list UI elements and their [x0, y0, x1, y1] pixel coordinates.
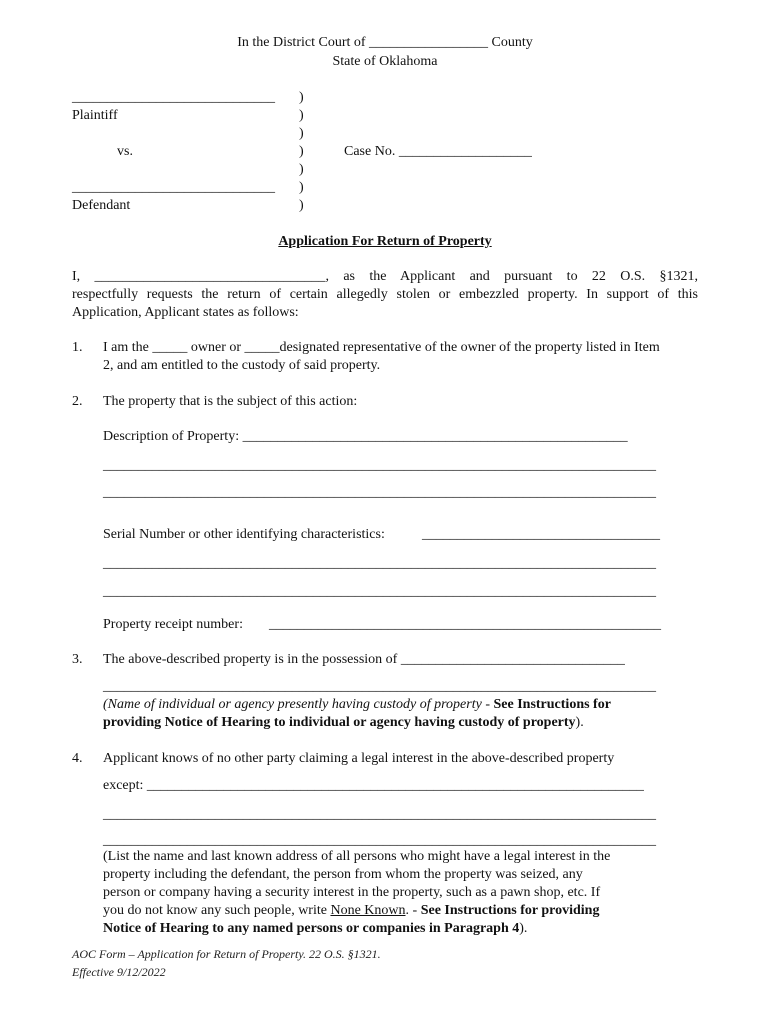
custodian-note-instructions: providing Notice of Hearing to individual or agency having custody of property	[103, 715, 576, 730]
custodian-note-dash: -	[481, 697, 494, 712]
case-number-field[interactable]: Case No. ___________________	[344, 144, 532, 159]
item-number: 3.	[72, 652, 83, 667]
item1-text[interactable]: I am the _____ owner or _____designated representative of the owner of the property listed in Item	[103, 340, 660, 355]
caption-paren: )	[299, 180, 304, 195]
custodian-note-end: ).	[575, 715, 584, 730]
state-heading: State of Oklahoma	[332, 54, 438, 69]
interest-note	[103, 902, 599, 920]
custodian-note-italic: (Name of individual or agency presently having custody of property	[103, 697, 482, 712]
custodian-blank[interactable]: _______________________________________________________________________________	[103, 679, 656, 694]
caption-paren: )	[299, 108, 304, 123]
property-description-blank[interactable]: _______________________________________________________________________________	[103, 485, 656, 500]
interest-note: (List the name and last known address of all persons who might have a legal interest in the	[103, 849, 611, 864]
property-description-field[interactable]: Description of Property: _______________________________________________________	[103, 429, 628, 444]
interest-note	[103, 920, 527, 938]
item4-text: Applicant knows of no other party claiming a legal interest in the above-described property	[103, 751, 615, 766]
item2-text: The property that is the subject of this action:	[103, 394, 358, 409]
interest-note-instructions: See Instructions for providing	[420, 903, 600, 918]
exception-field[interactable]: except: _______________________________________________________________________	[103, 778, 644, 793]
serial-number-label: Serial Number or other identifying characteristics:	[103, 527, 385, 542]
caption-paren: )	[299, 90, 304, 105]
plaintiff-blank[interactable]: _____________________________	[72, 90, 275, 105]
possession-field[interactable]: The above-described property is in the possession of ________________________________	[103, 652, 625, 667]
item1-text: 2, and am entitled to the custody of said property.	[103, 358, 381, 373]
receipt-number-field[interactable]: ________________________________________________________	[269, 617, 661, 632]
caption-paren: )	[299, 198, 304, 213]
defendant-blank[interactable]: _____________________________	[72, 180, 275, 195]
interest-note-text: you do not know any such people, write	[103, 903, 331, 918]
document-title: Application For Return of Property	[278, 234, 492, 249]
item-number: 1.	[72, 340, 83, 355]
none-known-text: None Known	[330, 903, 406, 918]
interest-note: person or company having a security interest in the property, such as a pawn shop, etc. If	[103, 885, 601, 900]
defendant-label: Defendant	[72, 198, 131, 213]
form-footer: AOC Form – Application for Return of Property. 22 O.S. §1321.	[72, 947, 381, 961]
court-heading: In the District Court of _________________ County	[237, 35, 533, 50]
versus-label: vs.	[117, 144, 133, 159]
plaintiff-label: Plaintiff	[72, 108, 118, 123]
custodian-note-instructions: See Instructions for	[493, 697, 611, 712]
interest-note: property including the defendant, the person from whom the property was seized, any	[103, 867, 583, 882]
interest-note-instructions: Notice of Hearing to any named persons or companies in Paragraph 4	[103, 921, 520, 936]
intro-line: Application, Applicant states as follows:	[72, 305, 299, 320]
exception-blank[interactable]: _______________________________________________________________________________	[103, 807, 656, 822]
property-description-blank[interactable]: _______________________________________________________________________________	[103, 458, 656, 473]
interest-note-text: . -	[405, 903, 421, 918]
custodian-note	[103, 696, 611, 714]
receipt-number-label: Property receipt number:	[103, 617, 243, 632]
serial-number-blank[interactable]: _______________________________________________________________________________	[103, 556, 656, 571]
item-number: 2.	[72, 394, 83, 409]
custodian-note	[103, 714, 584, 732]
caption-paren: )	[299, 162, 304, 177]
intro-line: respectfully requests the return of certain allegedly stolen or embezzled property. In support of this	[72, 287, 698, 302]
intro-line-applicant[interactable]: I, _________________________________, as the Applicant and pursuant to 22 O.S. §1321,	[72, 269, 698, 284]
caption-paren: )	[299, 144, 304, 159]
serial-number-field[interactable]: __________________________________	[422, 527, 660, 542]
effective-date: Effective 9/12/2022	[72, 965, 166, 979]
item-number: 4.	[72, 751, 83, 766]
exception-blank[interactable]: _______________________________________________________________________________	[103, 833, 656, 848]
caption-paren: )	[299, 126, 304, 141]
interest-note-end: ).	[519, 921, 528, 936]
serial-number-blank[interactable]: _______________________________________________________________________________	[103, 584, 656, 599]
